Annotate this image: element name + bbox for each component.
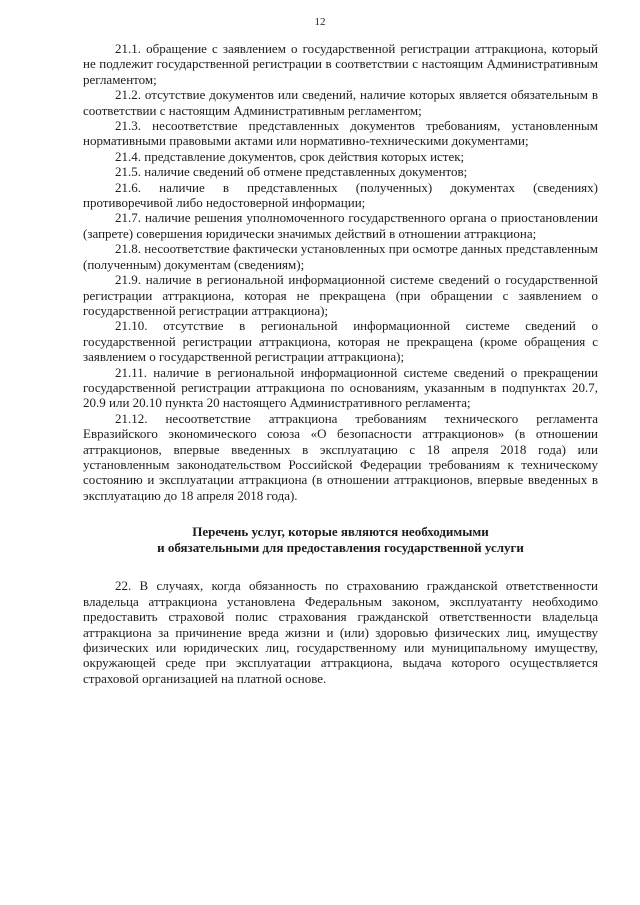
paragraph-21-12: 21.12. несоответствие аттракциона требованиям технического регламента Евразийского экономического союза «О безопасности аттракционов» (в отношении аттракционов, впервые введенных в эксплуатацию с 18 апреля 2018 года) или установленным законодательством Российской Федерации требованиям к техническому состоянию и эксплуатации аттракциона (в отношении аттракционов, впервые введенных в эксплуатацию до 18 апреля 2018 года). <box>83 410 598 503</box>
section-heading-line-2: и обязательными для предоставления государственной услуги <box>157 539 524 555</box>
paragraph-21-10: 21.10. отсутствие в региональной информационной системе сведений о государственной регистрации аттракциона, которая не прекращена (кроме обращения с заявлением о государственной регистрации аттракциона); <box>83 318 598 365</box>
paragraph-21-2: 21.2. отсутствие документов или сведений, наличие которых является обязательным в соответствии с настоящим Административным регламентом; <box>83 87 598 118</box>
section-heading-line-1: Перечень услуг, которые являются необходимыми <box>192 524 489 540</box>
paragraph-22: 22. В случаях, когда обязанность по страхованию гражданской ответственности владельца аттракциона установлена Федеральным законом, эксплуатанту необходимо предоставить страховой полис страхования гражданской ответственности владельца аттракциона за причинение вреда жизни и (или) здоровью физических лиц, имуществу физических или юридических лиц, государственному или муниципальному имуществу, окружающей среде при эксплуатации аттракциона, выдача которого осуществляется страховой организацией на платной основе. <box>83 578 598 686</box>
section-heading <box>83 524 598 555</box>
paragraph-21-8: 21.8. несоответствие фактически установленных при осмотре данных представленным (полученным) документам (сведениям); <box>83 241 598 272</box>
paragraph-21-3: 21.3. несоответствие представленных документов требованиям, установленным нормативными правовыми актами или нормативно-техническими документами; <box>83 118 598 149</box>
paragraph-21-9: 21.9. наличие в региональной информационной системе сведений о государственной регистрации аттракциона, которая не прекращена (при обращении с заявлением о государственной регистрации аттракциона); <box>83 272 598 318</box>
paragraph-21-4: 21.4. представление документов, срок действия которых истек; <box>115 148 465 164</box>
page-number: 12 <box>314 16 326 28</box>
document-body <box>83 41 598 686</box>
paragraph-21-1: 21.1. обращение с заявлением о государственной регистрации аттракциона, который не подлежит государственной регистрации в соответствии с настоящим Административным регламентом; <box>83 41 598 87</box>
paragraph-21-6: 21.6. наличие в представленных (полученных) документах (сведениях) противоречивой либо недостоверной информации; <box>83 179 598 211</box>
paragraph-21-5: 21.5. наличие сведений об отмене представленных документов; <box>115 164 468 180</box>
paragraph-21-7: 21.7. наличие решения уполномоченного государственного органа о приостановлении (запрете) совершения юридически значимых действий в отношении аттракциона; <box>83 210 598 241</box>
paragraph-21-11: 21.11. наличие в региональной информационной системе сведений о прекращении государственной регистрации аттракциона по основаниям, указанным в подпунктах 20.7, 20.9 или 20.10 пункта 20 настоящего Административного регламента; <box>83 364 598 411</box>
